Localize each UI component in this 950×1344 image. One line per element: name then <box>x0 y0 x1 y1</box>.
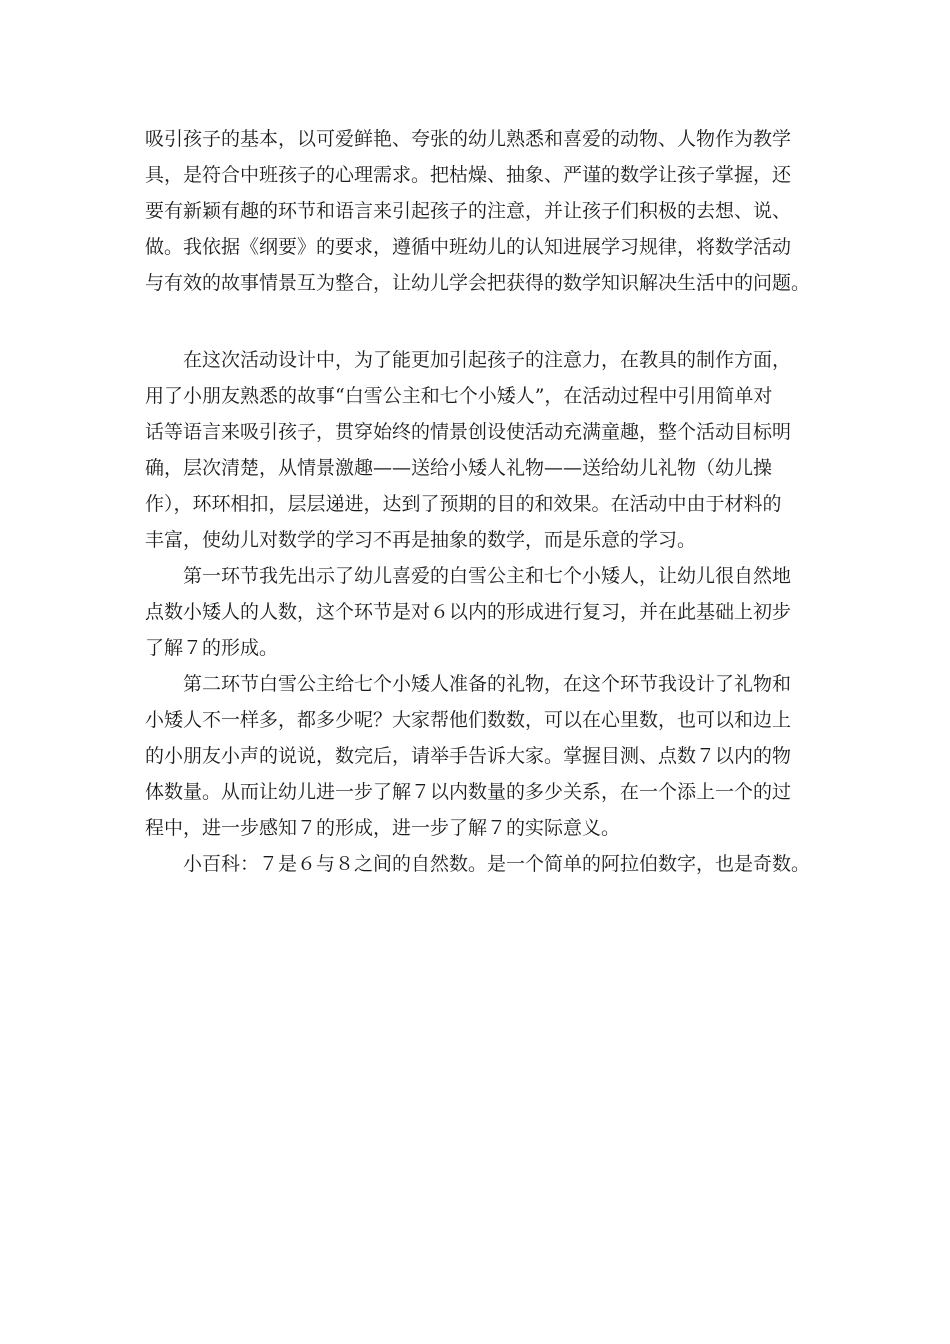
text-line: 小百科：７是６与８之间的自然数。是一个简单的阿拉伯数字，也是奇数。 <box>183 853 811 875</box>
paragraph-activity-design <box>145 342 805 558</box>
paragraph-intro <box>145 121 811 301</box>
text-line: 要有新颖有趣的环节和语言来引起孩子的注意，并让孩子们积极的去想、说、 <box>145 200 792 222</box>
paragraph-encyclopedia <box>145 846 811 882</box>
paragraph-second-step <box>145 666 805 846</box>
text-line: 点数小矮人的人数，这个环节是对６以内的形成进行复习，并在此基础上初步 <box>145 601 792 623</box>
text-line: 确，层次清楚，从情景激趣——送给小矮人礼物——送给幼儿礼物（幼儿操 <box>145 457 773 479</box>
paragraph-first-step <box>145 558 805 666</box>
text-line: 了解７的形成。 <box>145 637 279 659</box>
text-line: 体数量。从而让幼儿进一步了解７以内数量的多少关系，在一个添上一个的过 <box>145 781 792 803</box>
text-line: 用了小朋友熟悉的故事“白雪公主和七个小矮人”，在活动过程中引用简单对 <box>145 385 773 407</box>
text-line: 在这次活动设计中，为了能更加引起孩子的注意力，在教具的制作方面， <box>183 349 792 371</box>
text-line: 与有效的故事情景互为整合，让幼儿学会把获得的数学知识解决生活中的问题。 <box>145 272 811 294</box>
text-line: 具，是符合中班孩子的心理需求。把枯燥、抽象、严谨的数学让孩子掌握，还 <box>145 164 792 186</box>
text-line: 的小朋友小声的说说，数完后，请举手告诉大家。掌握目测、点数７以内的物 <box>145 745 792 767</box>
text-line: 小矮人不一样多，都多少呢？大家帮他们数数，可以在心里数，也可以和边上 <box>145 709 792 731</box>
text-line: 做。我依据《纲要》的要求，遵循中班幼儿的认知进展学习规律，将数学活动 <box>145 236 792 258</box>
text-line: 吸引孩子的基本，以可爱鲜艳、夸张的幼儿熟悉和喜爱的动物、人物作为教学 <box>145 128 792 150</box>
text-line: 丰富，使幼儿对数学的学习不再是抽象的数学，而是乐意的学习。 <box>145 529 697 551</box>
text-line: 第一环节我先出示了幼儿喜爱的白雪公主和七个小矮人，让幼儿很自然地 <box>183 565 792 587</box>
text-line: 话等语言来吸引孩子，贯穿始终的情景创设使活动充满童趣，整个活动目标明 <box>145 421 792 443</box>
body-paragraphs <box>145 342 811 882</box>
text-line: 程中，进一步感知７的形成，进一步了解７的实际意义。 <box>145 817 621 839</box>
text-line: 作），环环相扣，层层递进，达到了预期的目的和效果。在活动中由于材料的 <box>145 493 782 515</box>
text-line: 第二环节白雪公主给七个小矮人准备的礼物，在这个环节我设计了礼物和 <box>183 673 792 695</box>
